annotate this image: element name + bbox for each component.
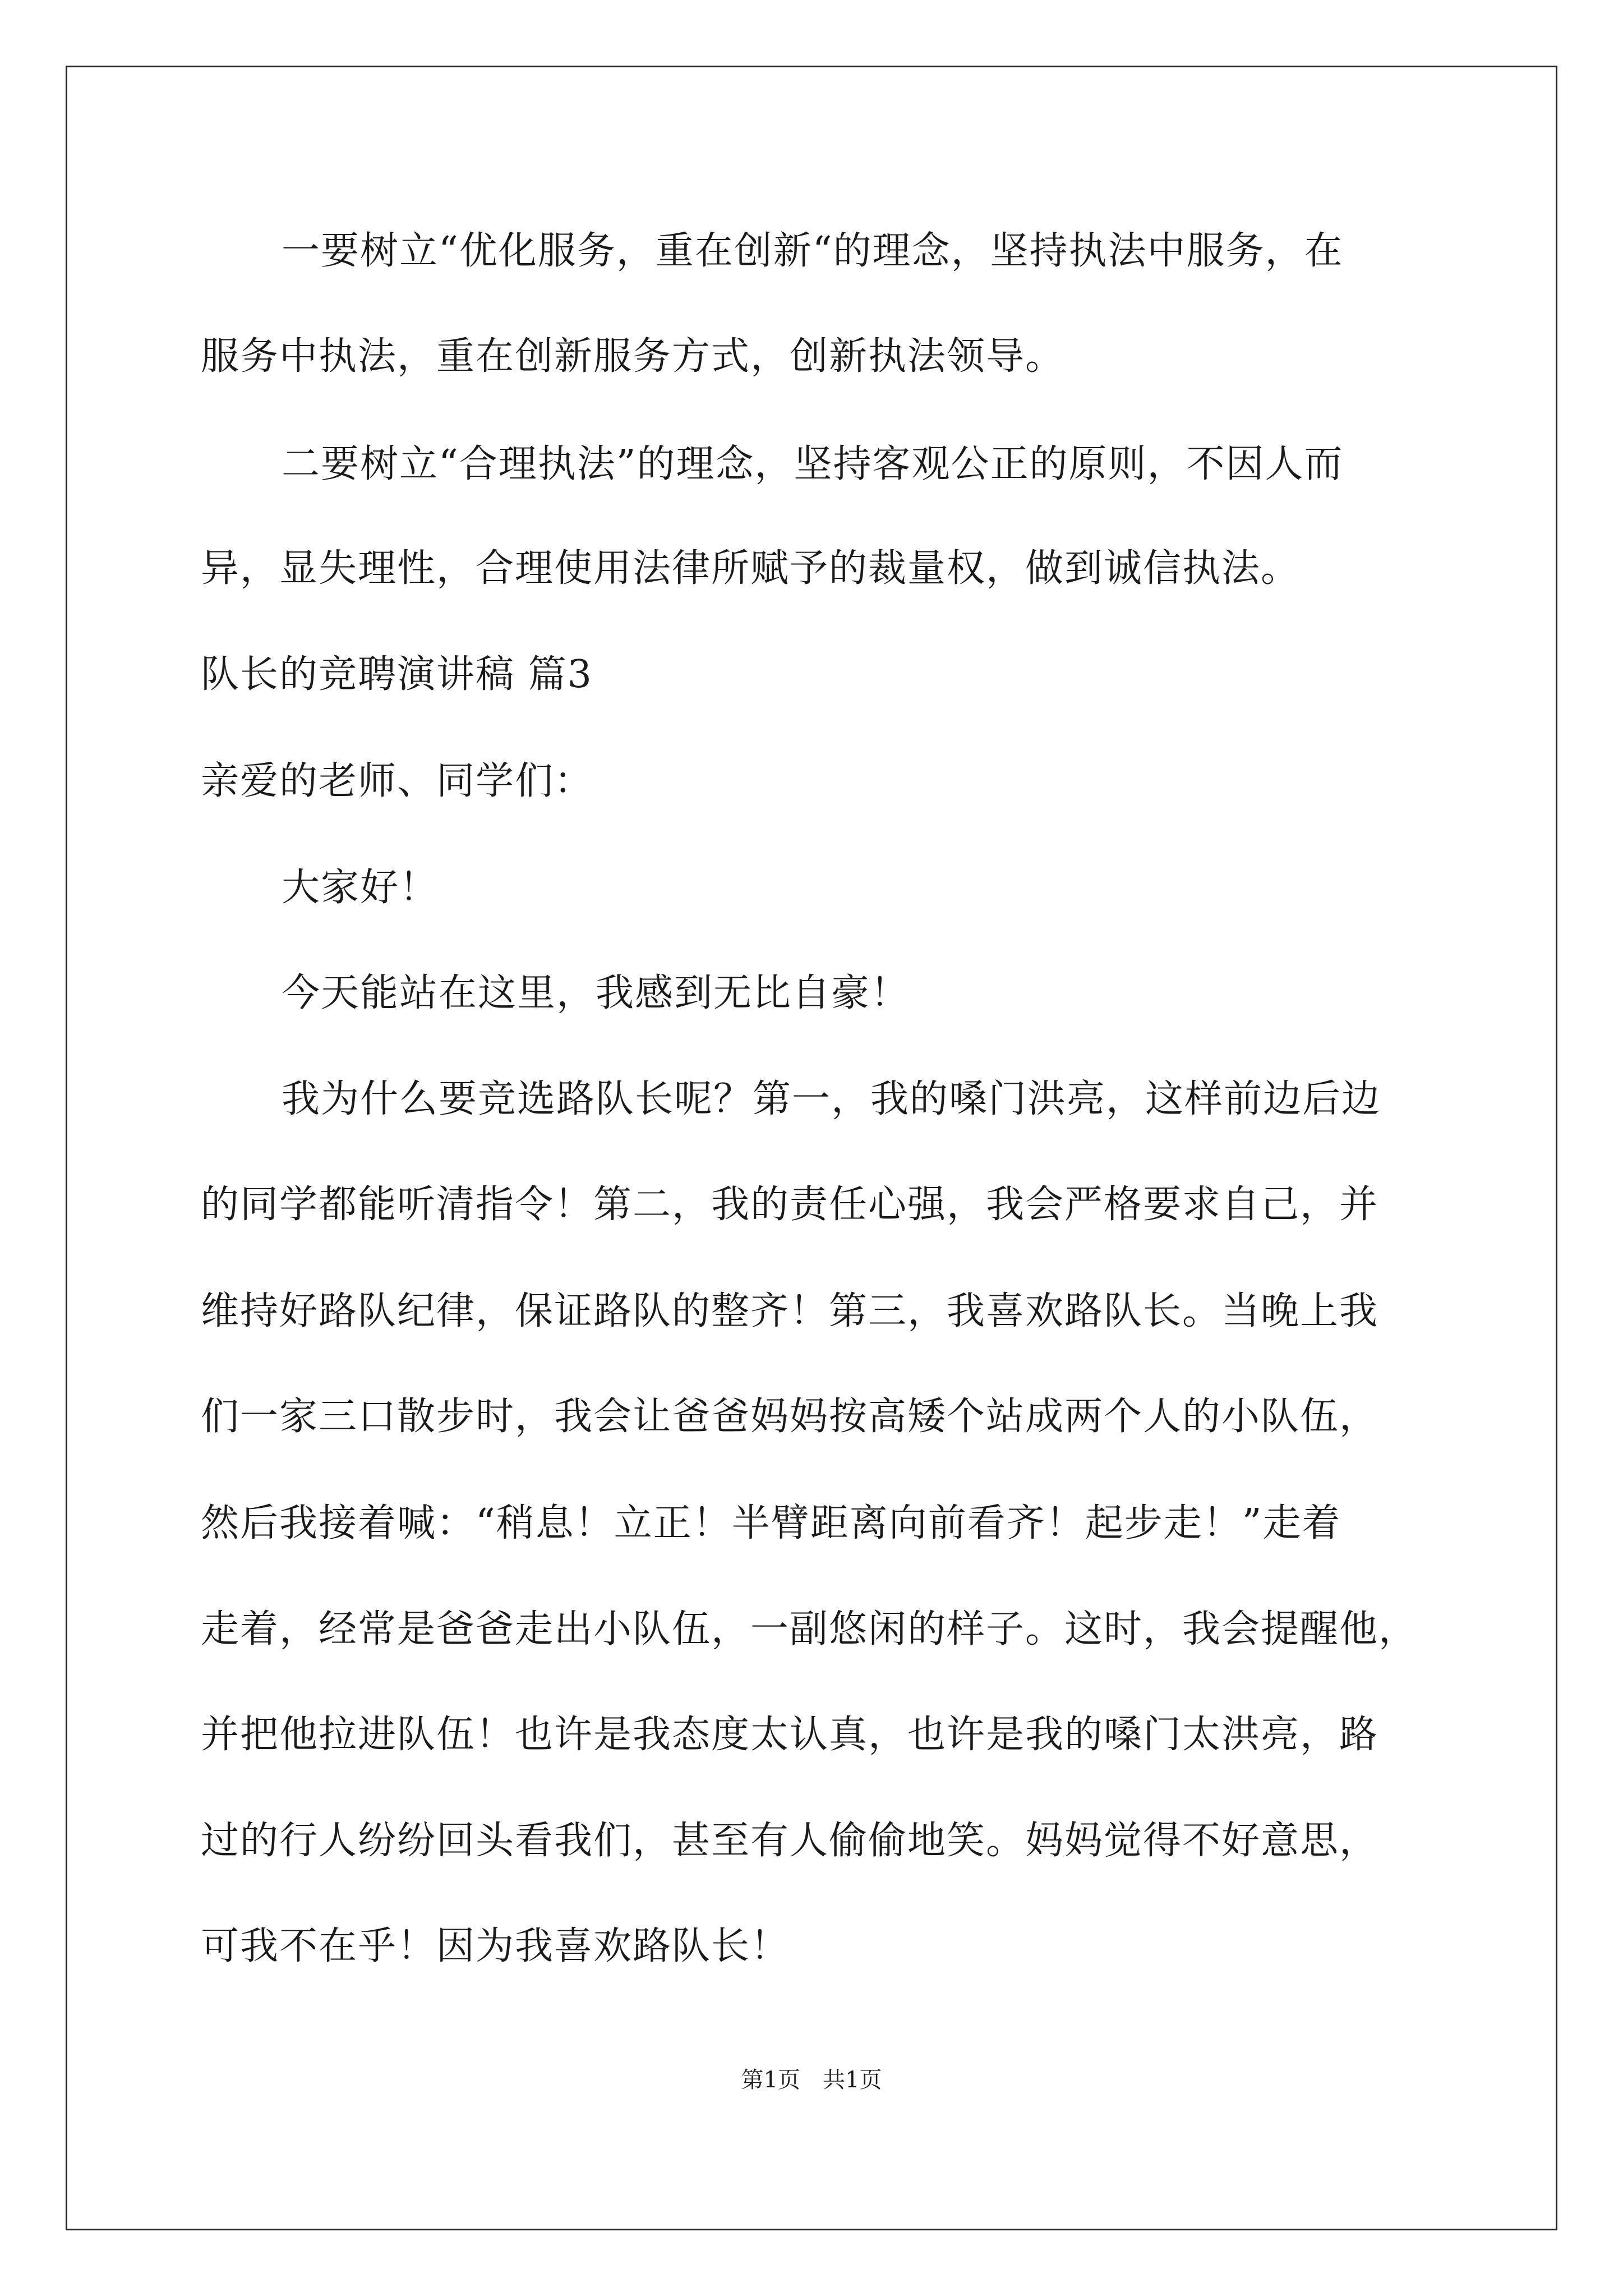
paragraph-2-line-2: 异，显失理性，合理使用法律所赋予的裁量权，做到诚信执法。 bbox=[201, 546, 1301, 591]
paragraph-1-line-2: 服务中执法，重在创新服务方式，创新执法领导。 bbox=[201, 334, 1065, 379]
paragraph-3: 今天能站在这里，我感到无比自豪！ bbox=[282, 971, 910, 1015]
paragraph-1-line-1: 一要树立“优化服务，重在创新“的理念，坚持执法中服务，在 bbox=[282, 229, 1344, 273]
paragraph-4-line: 然后我接着喊：“稍息！立正！半臂距离向前看齐！起步走！”走着 bbox=[201, 1501, 1341, 1545]
paragraph-4-line: 维持好路队纪律，保证路队的整齐！第三，我喜欢路队长。当晚上我 bbox=[201, 1289, 1379, 1333]
section-title: 队长的竞聘演讲稿 篇3 bbox=[201, 652, 593, 697]
paragraph-2-line-1: 二要树立“合理执法”的理念，坚持客观公正的原则，不因人而 bbox=[282, 442, 1344, 486]
paragraph-4-line: 并把他拉进队伍！也许是我态度太认真，也许是我的嗓门太洪亮，路 bbox=[201, 1713, 1379, 1757]
paragraph-4-line: 们一家三口散步时，我会让爸爸妈妈按高矮个站成两个人的小队伍， bbox=[201, 1395, 1379, 1439]
paragraph-4-line: 我为什么要竞选路队长呢？第一，我的嗓门洪亮，这样前边后边 bbox=[282, 1077, 1381, 1121]
greeting: 大家好！ bbox=[282, 866, 439, 910]
paragraph-4-line: 可我不在乎！因为我喜欢路队长！ bbox=[201, 1924, 790, 1968]
paragraph-4-line: 走着，经常是爸爸走出小队伍，一副悠闲的样子。这时，我会提醒他， bbox=[201, 1607, 1418, 1651]
paragraph-4-line: 的同学都能听清指令！第二，我的责任心强，我会严格要求自己，并 bbox=[201, 1182, 1379, 1227]
salutation: 亲爱的老师、同学们： bbox=[201, 759, 594, 803]
page-border bbox=[66, 66, 1557, 2230]
paragraph-4-line: 过的行人纷纷回头看我们，甚至有人偷偷地笑。妈妈觉得不好意思， bbox=[201, 1819, 1379, 1863]
page-footer: 第1页 共1页 bbox=[741, 2067, 882, 2093]
